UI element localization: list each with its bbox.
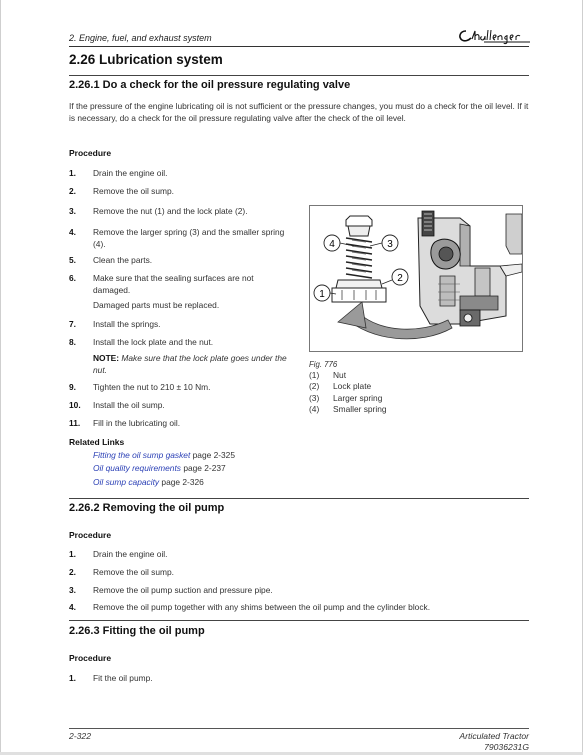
footer-doc-number: 79036231G (484, 742, 529, 752)
step-text: Fill in the lubricating oil. (93, 418, 181, 428)
step-number: 2. (69, 186, 76, 196)
step-number: 6. (69, 273, 76, 283)
header-rule (69, 46, 529, 47)
step-text: Install the lock plate and the nut. (93, 337, 214, 347)
figure-oil-pressure-valve (309, 205, 523, 352)
legend-number: (2) (309, 381, 320, 391)
step-text: Drain the engine oil. (93, 549, 168, 559)
related-link-row (93, 450, 235, 460)
legend-text: Smaller spring (333, 404, 387, 414)
link-page-ref: page 2-326 (161, 477, 204, 487)
svg-text:2: 2 (397, 273, 403, 284)
legend-number: (1) (309, 370, 320, 380)
legend-text: Larger spring (333, 393, 383, 403)
subsection-title-1: 2.26.1 Do a check for the oil pressure regulating valve (69, 79, 351, 91)
step-text: Tighten the nut to 210 ± 10 Nm. (93, 382, 211, 392)
step-text: Clean the parts. (93, 255, 153, 265)
step-text: Remove the oil pump suction and pressure pipe. (93, 585, 273, 595)
step-number: 1. (69, 168, 76, 178)
step-text: Remove the oil pump together with any shims between the oil pump and the cylinder block. (93, 602, 431, 612)
related-link-row (93, 477, 204, 487)
figure-caption: Fig. 776 (309, 360, 338, 369)
step-number: 1. (69, 673, 76, 683)
callout-4 (324, 235, 354, 251)
note-label: NOTE: (93, 353, 120, 363)
link-page-ref: page 2-237 (183, 463, 226, 473)
related-link[interactable]: Fitting the oil sump gasket (93, 450, 191, 460)
intro-paragraph: If the pressure of the engine lubricating oil is not sufficient or the pressure changes, you must do a check for the oil level. If it is necessary, do a check for the oil pressure regulating valve after the check of the oil level. (69, 101, 529, 123)
subsection-rule (69, 498, 529, 499)
step-subtext: Damaged parts must be replaced. (93, 300, 220, 310)
svg-text:3: 3 (387, 239, 393, 250)
valve-illustration (310, 206, 522, 351)
subsection-rule (69, 620, 529, 621)
step-text: Fit the oil pump. (93, 673, 153, 683)
step-number: 8. (69, 337, 76, 347)
legend-text: Lock plate (333, 381, 372, 391)
step-text: Install the springs. (93, 319, 161, 329)
related-links-label: Related Links (69, 437, 125, 447)
legend-text: Nut (333, 370, 347, 380)
step-text: Install the oil sump. (93, 400, 165, 410)
callout-2 (382, 269, 408, 285)
step-text: Remove the larger spring (3) and the smaller spring (4). (93, 227, 285, 249)
step-text: Remove the oil sump. (93, 186, 174, 196)
challenger-logo (456, 27, 531, 45)
step-number: 4. (69, 227, 76, 237)
subsection-title-3: 2.26.3 Fitting the oil pump (69, 625, 205, 637)
subsection-rule (69, 75, 529, 76)
step-number: 1. (69, 549, 76, 559)
page-number: 2-322 (69, 731, 91, 741)
step-number: 10. (69, 400, 81, 410)
note-text: Make sure that the lock plate goes under the nut. (93, 353, 287, 375)
section-heading: 2.26 Lubrication system (69, 52, 223, 67)
subsection-title-2: 2.26.2 Removing the oil pump (69, 502, 225, 514)
svg-text:1: 1 (319, 289, 325, 300)
svg-text:4: 4 (329, 239, 335, 250)
step-text: Drain the engine oil. (93, 168, 168, 178)
step-number: 7. (69, 319, 76, 329)
step-note (93, 353, 288, 376)
step-number: 2. (69, 567, 76, 577)
step-text: Remove the oil sump. (93, 567, 174, 577)
related-link[interactable]: Oil sump capacity (93, 477, 160, 487)
link-page-ref: page 2-325 (192, 450, 236, 460)
procedure-label-2: Procedure (69, 530, 112, 540)
step-number: 4. (69, 602, 76, 612)
step-number: 3. (69, 206, 76, 216)
related-link[interactable]: Oil quality requirements (93, 463, 181, 473)
step-text: Make sure that the sealing surfaces are not damaged. (93, 273, 254, 295)
step-text: Remove the nut (1) and the lock plate (2). (93, 206, 248, 216)
legend-number: (4) (309, 404, 320, 414)
step-number: 5. (69, 255, 76, 265)
step-number: 9. (69, 382, 76, 392)
callout-3 (370, 235, 398, 251)
related-link-row (93, 463, 226, 473)
footer-rule (69, 728, 529, 729)
procedure-label-1: Procedure (69, 148, 112, 158)
page-edge-left (0, 0, 1, 755)
procedure-label-3: Procedure (69, 653, 112, 663)
header-section-title: 2. Engine, fuel, and exhaust system (69, 33, 212, 43)
legend-number: (3) (309, 393, 320, 403)
footer-product: Articulated Tractor (459, 731, 529, 741)
step-number: 11. (69, 418, 81, 428)
step-number: 3. (69, 585, 76, 595)
